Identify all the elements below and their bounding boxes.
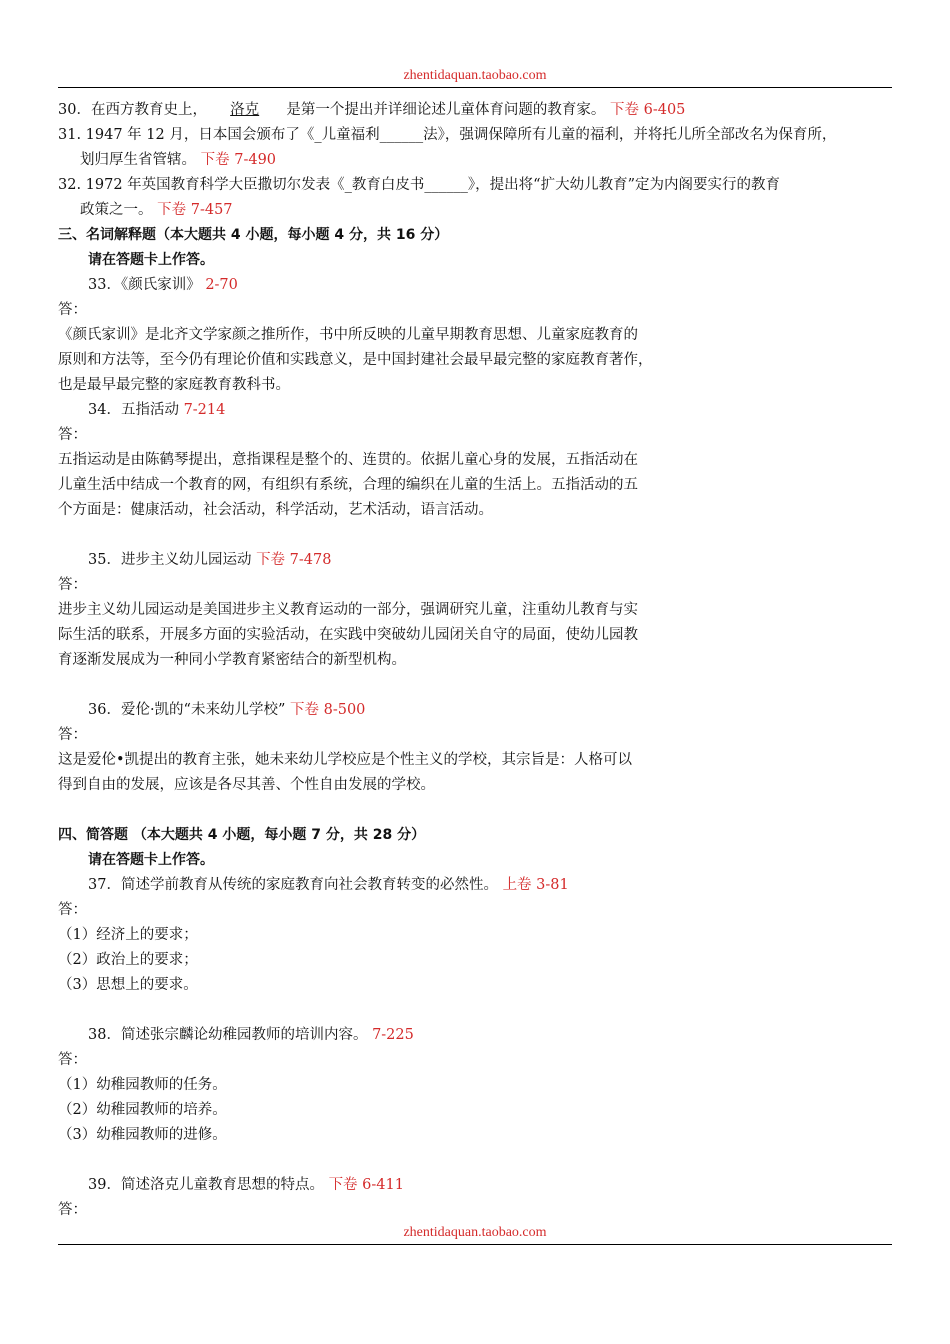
question-31-line2 bbox=[58, 148, 908, 173]
q37-title: 37．简述学前教育从传统的家庭教育向社会教育转变的必然性。 bbox=[88, 877, 498, 893]
q38-answer-line: （1）幼稚园教师的任务。 bbox=[58, 1077, 227, 1093]
q37-answer-line: （1）经济上的要求； bbox=[58, 927, 198, 943]
question-31-line1: 31. 1947 年 12 月，日本国会颁布了《_儿童福利______法》，强调保障所有儿童的福利，并将托儿所全部改名为保育所， bbox=[58, 127, 837, 143]
q34-answer-line: 儿童生活中结成一个教育的网，有组织有系统，合理的编织在儿童的生活上。五指活动的五 bbox=[58, 477, 638, 493]
spacer bbox=[58, 998, 908, 1023]
q33-answer-line: 也是最早最完整的家庭教育教科书。 bbox=[58, 377, 290, 393]
q37-answer-line: （3）思想上的要求。 bbox=[58, 977, 198, 993]
q33-answer-label: 答： bbox=[58, 302, 87, 318]
question-33-title bbox=[58, 273, 908, 298]
q36-title: 36．爱伦·凯的“未来幼儿学校” bbox=[88, 702, 286, 718]
q34-title: 34．五指活动 bbox=[88, 402, 179, 418]
q36-ref: 下卷 8-500 bbox=[290, 702, 366, 718]
q32-ref: 下卷 7-457 bbox=[157, 202, 233, 218]
q38-ref: 7-225 bbox=[372, 1027, 414, 1043]
q35-ref: 下卷 7-478 bbox=[256, 552, 332, 568]
question-36-title bbox=[58, 698, 908, 723]
q37-answer-label: 答： bbox=[58, 902, 87, 918]
spacer bbox=[58, 673, 908, 698]
q34-ref: 7-214 bbox=[183, 402, 226, 418]
q33-answer-line: 《颜氏家训》是北齐文学家颜之推所作，书中所反映的儿童早期教育思想、儿童家庭教育的 bbox=[58, 327, 638, 343]
q36-answer-label: 答： bbox=[58, 727, 87, 743]
q30-text: 是第一个提出并详细论述儿童体育问题的教育家。 bbox=[286, 102, 606, 118]
page-header: zhentidaquan.taobao.com bbox=[58, 68, 892, 88]
q39-ref: 下卷 6-411 bbox=[328, 1177, 404, 1193]
q33-title: 33．《颜氏家训》 bbox=[88, 277, 201, 293]
q38-answer-line: （2）幼稚园教师的培养。 bbox=[58, 1102, 227, 1118]
q35-answer-label: 答： bbox=[58, 577, 87, 593]
q39-title: 39．简述洛克儿童教育思想的特点。 bbox=[88, 1177, 324, 1193]
q36-answer-line: 得到自由的发展，应该是各尽其善、个性自由发展的学校。 bbox=[58, 777, 435, 793]
section-4-title: 四、简答题 （本大题共 4 小题，每小题 7 分，共 28 分） bbox=[58, 827, 426, 843]
q36-answer-line: 这是爱伦•凯提出的教育主张，她未来幼儿学校应是个性主义的学校，其宗旨是：人格可以 bbox=[58, 752, 633, 768]
spacer bbox=[58, 523, 908, 548]
q33-ref: 2-70 bbox=[205, 277, 238, 293]
q34-answer-line: 五指运动是由陈鹤琴提出，意指课程是整个的、连贯的。依据儿童心身的发展，五指活动在 bbox=[58, 452, 638, 468]
question-37-title bbox=[58, 873, 908, 898]
question-30 bbox=[58, 98, 908, 123]
q34-answer-label: 答： bbox=[58, 427, 87, 443]
q37-answer-line: （2）政治上的要求； bbox=[58, 952, 198, 968]
section-3-title: 三、名词解释题（本大题共 4 小题，每小题 4 分，共 16 分） bbox=[58, 227, 449, 243]
q31-ref: 下卷 7-490 bbox=[200, 152, 277, 168]
page-footer: zhentidaquan.taobao.com bbox=[58, 1225, 892, 1245]
section-4-note: 请在答题卡上作答。 bbox=[88, 852, 214, 868]
q31-text: 划归厚生省管辖。 bbox=[80, 152, 196, 168]
question-38-title bbox=[58, 1023, 908, 1048]
q35-answer-line: 育逐渐发展成为一种同小学教育紧密结合的新型机构。 bbox=[58, 652, 406, 668]
q35-title: 35．进步主义幼儿园运动 bbox=[88, 552, 252, 568]
question-34-title bbox=[58, 398, 908, 423]
q38-title: 38．简述张宗麟论幼稚园教师的培训内容。 bbox=[88, 1027, 368, 1043]
question-32-line1: 32. 1972 年英国教育科学大臣撒切尔发表《_教育白皮书______》，提出将“扩大幼儿教育”定为内阁要实行的教育 bbox=[58, 177, 781, 193]
q33-answer-line: 原则和方法等，至今仍有理论价值和实践意义，是中国封建社会最早最完整的家庭教育著作， bbox=[58, 352, 653, 368]
q39-answer-label: 答： bbox=[58, 1202, 87, 1218]
q30-number: 30．在西方教育史上， bbox=[58, 102, 207, 118]
section-3-note: 请在答题卡上作答。 bbox=[88, 252, 214, 268]
spacer bbox=[58, 798, 908, 823]
q30-ref: 下卷 6-405 bbox=[610, 102, 686, 118]
document-body bbox=[58, 98, 908, 1223]
q34-answer-line: 个方面是：健康活动，社会活动，科学活动，艺术活动，语言活动。 bbox=[58, 502, 493, 518]
q37-ref: 上卷 3-81 bbox=[502, 877, 569, 893]
question-39-title bbox=[58, 1173, 908, 1198]
q30-answer: 洛克 bbox=[230, 102, 260, 118]
q35-answer-line: 进步主义幼儿园运动是美国进步主义教育运动的一部分，强调研究儿童，注重幼儿教育与实 bbox=[58, 602, 638, 618]
q32-text: 政策之一。 bbox=[80, 202, 153, 218]
q35-answer-line: 际生活的联系，开展多方面的实验活动，在实践中突破幼儿园闭关自守的局面，使幼儿园教 bbox=[58, 627, 638, 643]
q38-answer-label: 答： bbox=[58, 1052, 87, 1068]
question-35-title bbox=[58, 548, 908, 573]
spacer bbox=[58, 1148, 908, 1173]
q38-answer-line: （3）幼稚园教师的进修。 bbox=[58, 1127, 227, 1143]
question-32-line2 bbox=[58, 198, 908, 223]
